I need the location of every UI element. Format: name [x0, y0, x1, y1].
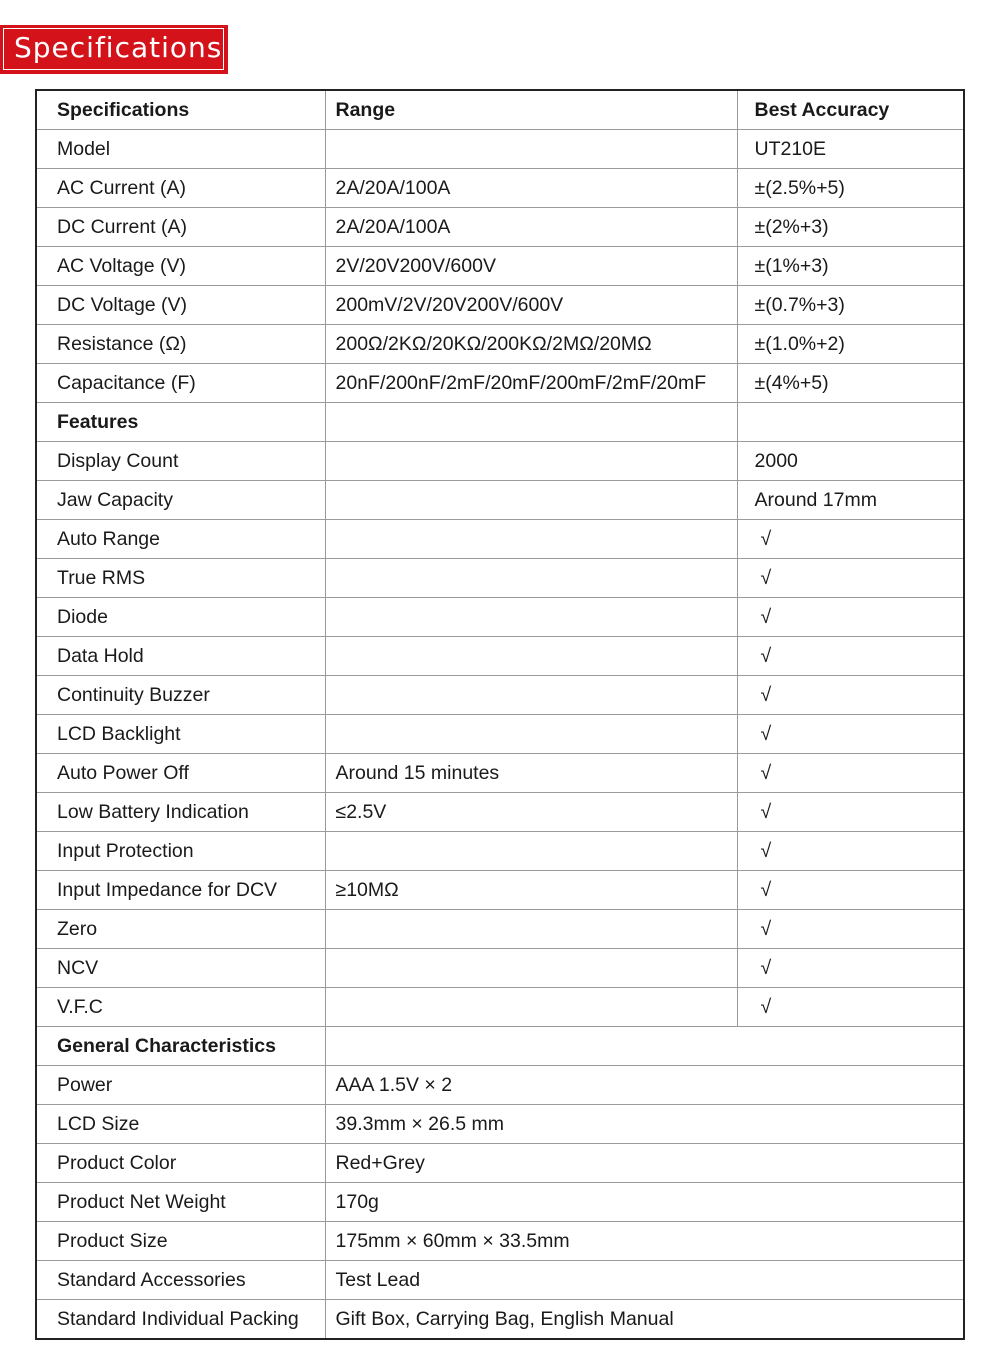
table-header-row [36, 90, 964, 130]
table-row [36, 1300, 964, 1340]
range-cell: Around 15 minutes [325, 754, 737, 793]
table-row [36, 481, 964, 520]
range-cell: 2V/20V200V/600V [325, 247, 737, 286]
check-mark-cell: √ [737, 871, 964, 910]
general-heading-row [36, 1027, 964, 1066]
feature-name-cell: Input Protection [36, 832, 325, 871]
table-row [36, 1261, 964, 1300]
general-name-cell: Standard Individual Packing [36, 1300, 325, 1340]
feature-name-cell: Auto Range [36, 520, 325, 559]
check-mark-cell: √ [737, 559, 964, 598]
table-row [36, 676, 964, 715]
accuracy-cell: UT210E [737, 130, 964, 169]
table-row [36, 169, 964, 208]
spec-name-cell: DC Voltage (V) [36, 286, 325, 325]
general-value-cell: 170g [325, 1183, 964, 1222]
check-mark-cell: √ [737, 637, 964, 676]
table-row [36, 559, 964, 598]
table-row [36, 247, 964, 286]
table-row [36, 754, 964, 793]
general-name-cell: Standard Accessories [36, 1261, 325, 1300]
range-cell [325, 676, 737, 715]
general-name-cell: Product Net Weight [36, 1183, 325, 1222]
features-heading: Features [36, 403, 325, 442]
table-row [36, 949, 964, 988]
general-value-cell: Test Lead [325, 1261, 964, 1300]
general-name-cell: Product Size [36, 1222, 325, 1261]
general-value-cell: Red+Grey [325, 1144, 964, 1183]
feature-name-cell: Input Impedance for DCV [36, 871, 325, 910]
feature-name-cell: Diode [36, 598, 325, 637]
table-row [36, 442, 964, 481]
range-cell [325, 559, 737, 598]
range-cell [325, 442, 737, 481]
header-specifications: Specifications [36, 90, 325, 130]
banner-title: Specifications [14, 31, 223, 64]
feature-name-cell: Low Battery Indication [36, 793, 325, 832]
range-cell [325, 520, 737, 559]
range-cell [325, 988, 737, 1027]
check-mark-cell: √ [737, 598, 964, 637]
feature-value-cell: Around 17mm [737, 481, 964, 520]
feature-name-cell: Data Hold [36, 637, 325, 676]
features-heading-row [36, 403, 964, 442]
empty-cell [325, 1027, 964, 1066]
table-row [36, 130, 964, 169]
accuracy-cell: ±(1%+3) [737, 247, 964, 286]
feature-name-cell: V.F.C [36, 988, 325, 1027]
range-cell [325, 130, 737, 169]
range-cell [325, 715, 737, 754]
check-mark-cell: √ [737, 949, 964, 988]
accuracy-cell: ±(4%+5) [737, 364, 964, 403]
feature-name-cell: Jaw Capacity [36, 481, 325, 520]
general-name-cell: Product Color [36, 1144, 325, 1183]
range-cell: ≥10MΩ [325, 871, 737, 910]
general-characteristics-heading: General Characteristics [36, 1027, 325, 1066]
feature-name-cell: True RMS [36, 559, 325, 598]
range-cell: 2A/20A/100A [325, 169, 737, 208]
empty-cell [737, 403, 964, 442]
header-range: Range [325, 90, 737, 130]
table-row [36, 598, 964, 637]
range-cell [325, 637, 737, 676]
range-cell: 200Ω/2KΩ/20KΩ/200KΩ/2MΩ/20MΩ [325, 325, 737, 364]
range-cell [325, 910, 737, 949]
table-row [36, 988, 964, 1027]
spec-name-cell: Resistance (Ω) [36, 325, 325, 364]
accuracy-cell: ±(1.0%+2) [737, 325, 964, 364]
accuracy-cell: ±(0.7%+3) [737, 286, 964, 325]
empty-cell [325, 403, 737, 442]
feature-name-cell: Zero [36, 910, 325, 949]
check-mark-cell: √ [737, 520, 964, 559]
general-value-cell: AAA 1.5V × 2 [325, 1066, 964, 1105]
feature-name-cell: NCV [36, 949, 325, 988]
range-cell [325, 832, 737, 871]
table-row [36, 520, 964, 559]
check-mark-cell: √ [737, 715, 964, 754]
range-cell: 200mV/2V/20V200V/600V [325, 286, 737, 325]
feature-name-cell: Continuity Buzzer [36, 676, 325, 715]
feature-value-cell: 2000 [737, 442, 964, 481]
check-mark-cell: √ [737, 676, 964, 715]
general-value-cell: Gift Box, Carrying Bag, English Manual [335, 1307, 674, 1330]
range-cell: ≤2.5V [325, 793, 737, 832]
table-row [36, 871, 964, 910]
check-mark-cell: √ [737, 988, 964, 1027]
range-cell [325, 598, 737, 637]
table-row [36, 1183, 964, 1222]
spec-name-cell: Capacitance (F) [36, 364, 325, 403]
table-row [36, 286, 964, 325]
feature-name-cell: LCD Backlight [36, 715, 325, 754]
range-cell: 2A/20A/100A [325, 208, 737, 247]
table-row [36, 1144, 964, 1183]
general-value-cell: 175mm × 60mm × 33.5mm [325, 1222, 964, 1261]
general-value-cell: 39.3mm × 26.5 mm [325, 1105, 964, 1144]
check-mark-cell: √ [737, 832, 964, 871]
accuracy-cell: ±(2.5%+5) [737, 169, 964, 208]
spec-name-cell: AC Voltage (V) [36, 247, 325, 286]
range-cell: 20nF/200nF/2mF/20mF/200mF/2mF/20mF [325, 364, 737, 403]
table-row [36, 364, 964, 403]
check-mark-cell: √ [737, 793, 964, 832]
general-name-cell: Power [36, 1066, 325, 1105]
specifications-table [35, 89, 965, 1340]
feature-name-cell: Display Count [36, 442, 325, 481]
table-row [36, 793, 964, 832]
general-name-cell: LCD Size [36, 1105, 325, 1144]
table-row [36, 325, 964, 364]
table-row [36, 1105, 964, 1144]
table-row [36, 208, 964, 247]
table-row [36, 1222, 964, 1261]
accuracy-cell: ±(2%+3) [737, 208, 964, 247]
table-row [36, 715, 964, 754]
table-row [36, 832, 964, 871]
check-mark-cell: √ [737, 910, 964, 949]
range-cell [325, 481, 737, 520]
header-best-accuracy: Best Accuracy [737, 90, 964, 130]
table-row [36, 1066, 964, 1105]
spec-name-cell: Model [36, 130, 325, 169]
spec-name-cell: AC Current (A) [36, 169, 325, 208]
spec-name-cell: DC Current (A) [36, 208, 325, 247]
check-mark-cell: √ [737, 754, 964, 793]
feature-name-cell: Auto Power Off [36, 754, 325, 793]
table-row [36, 910, 964, 949]
specifications-banner [0, 25, 228, 74]
table-row [36, 637, 964, 676]
range-cell [325, 949, 737, 988]
